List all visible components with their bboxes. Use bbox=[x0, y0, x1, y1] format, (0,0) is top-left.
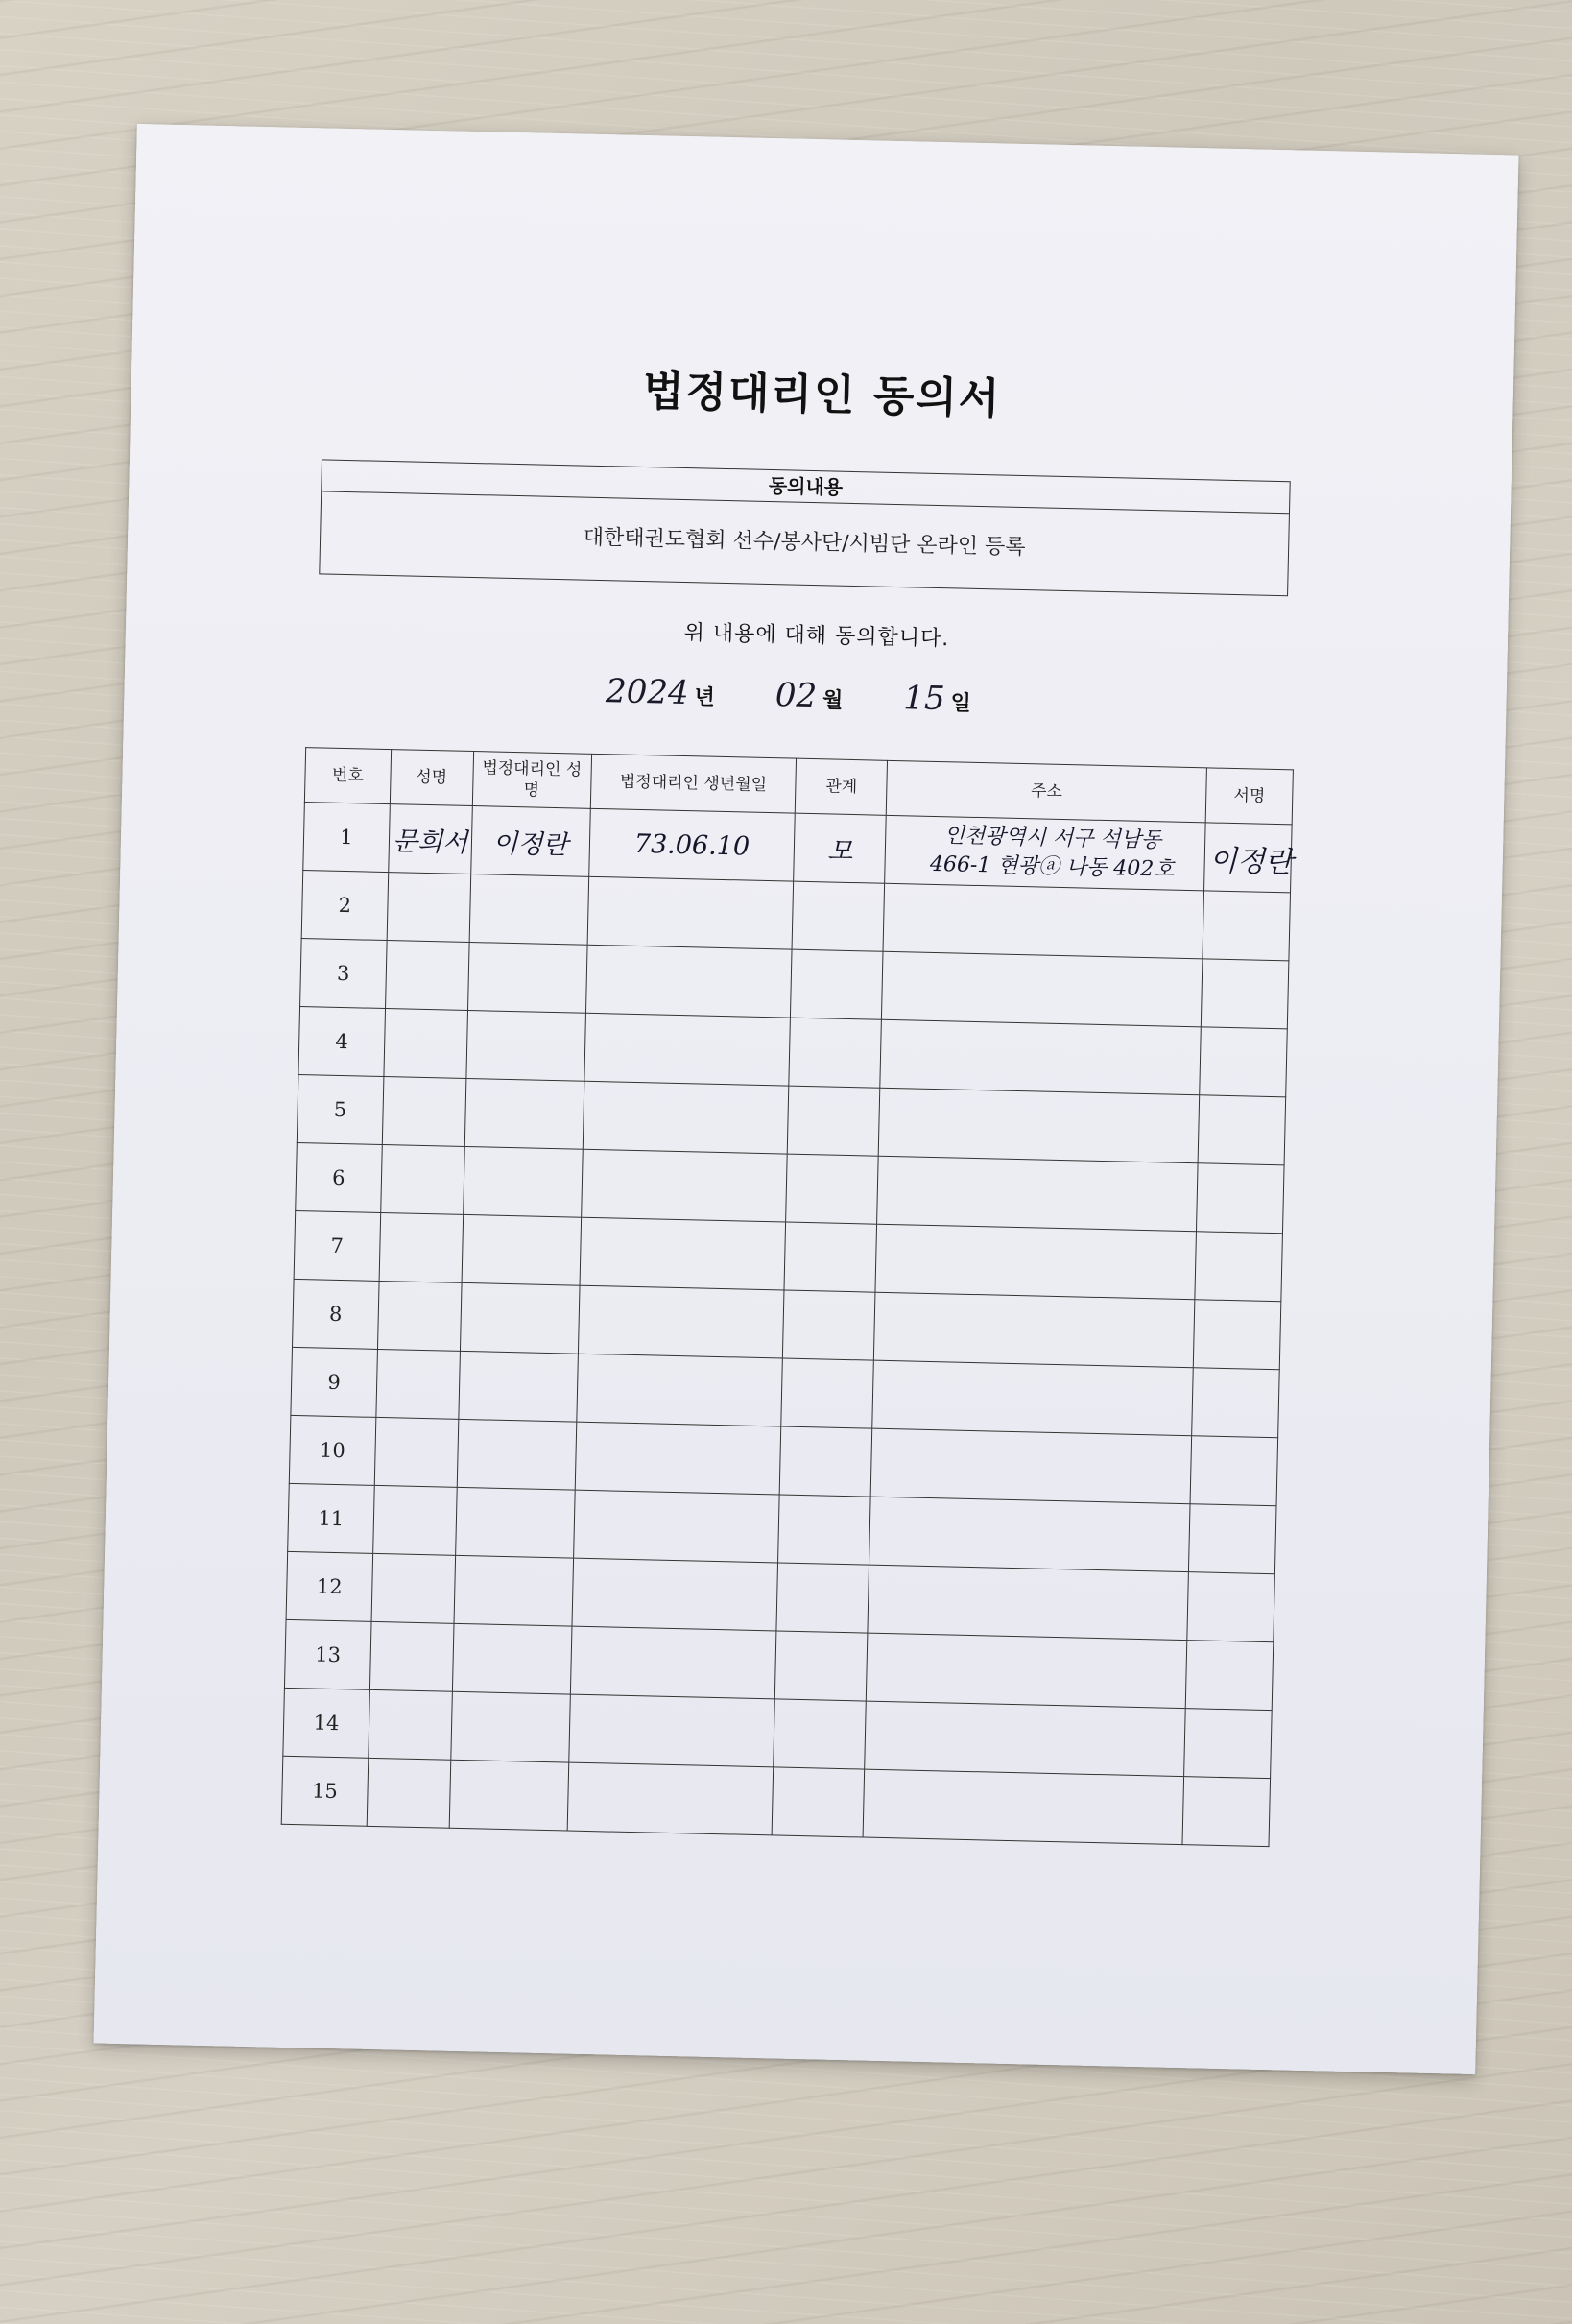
address-line1 bbox=[883, 1667, 1185, 1674]
cell-name bbox=[382, 1077, 465, 1147]
date-year-unit: 년 bbox=[694, 685, 716, 710]
guardian-table bbox=[281, 747, 1294, 1847]
cell-guardian-name bbox=[469, 874, 589, 946]
cell-guardian-birth bbox=[575, 1422, 781, 1495]
cell-number: 11 bbox=[288, 1483, 374, 1553]
cell-signature bbox=[1198, 1095, 1285, 1165]
header-guardian-birth: 법정대리인 생년월일 bbox=[590, 754, 797, 813]
cell-name bbox=[371, 1553, 455, 1623]
cell-signature bbox=[1187, 1572, 1274, 1642]
guardian-name-text: 이정란 bbox=[492, 828, 568, 860]
cell-address bbox=[870, 1428, 1191, 1504]
cell-signature bbox=[1189, 1504, 1276, 1574]
address-line1: 인천광역시 서구 석남동 bbox=[943, 824, 1162, 853]
date-year: 2024 bbox=[605, 672, 690, 713]
address-line1 bbox=[886, 1531, 1188, 1538]
cell-address bbox=[883, 883, 1203, 959]
cell-signature bbox=[1190, 1436, 1277, 1506]
header-address: 주소 bbox=[886, 760, 1206, 823]
address-line1 bbox=[884, 1599, 1186, 1606]
address-line2 bbox=[896, 1054, 1199, 1061]
address-line1 bbox=[896, 1054, 1199, 1061]
cell-relation bbox=[783, 1290, 875, 1360]
address-line2 bbox=[886, 1531, 1188, 1538]
header-signature: 서명 bbox=[1205, 768, 1293, 825]
cell-number: 1 bbox=[303, 803, 390, 873]
cell-number: 14 bbox=[283, 1688, 369, 1758]
address-line2 bbox=[880, 1804, 1182, 1810]
cell-address bbox=[882, 951, 1203, 1027]
cell-guardian-birth bbox=[587, 876, 794, 949]
date-month: 02 bbox=[774, 676, 818, 716]
guardian-birth-text: 73.06.10 bbox=[633, 828, 750, 862]
cell-address bbox=[878, 1088, 1199, 1163]
cell-guardian-name bbox=[458, 1351, 578, 1422]
cell-relation bbox=[786, 1154, 878, 1224]
cell-guardian-birth bbox=[581, 1149, 787, 1222]
cell-signature bbox=[1185, 1641, 1273, 1711]
cell-signature bbox=[1204, 823, 1292, 893]
cell-number: 15 bbox=[281, 1756, 368, 1826]
cell-guardian-birth bbox=[580, 1217, 786, 1290]
cell-guardian-birth bbox=[573, 1490, 779, 1563]
cell-guardian-name bbox=[450, 1691, 570, 1762]
cell-name bbox=[367, 1758, 450, 1828]
cell-guardian-name bbox=[467, 942, 587, 1013]
cell-number: 3 bbox=[300, 939, 387, 1009]
cell-relation bbox=[789, 1018, 881, 1088]
cell-guardian-name bbox=[460, 1282, 580, 1354]
header-relation: 관계 bbox=[796, 758, 888, 815]
cell-guardian-birth bbox=[567, 1762, 774, 1835]
address-line2 bbox=[893, 1258, 1195, 1265]
address-line1 bbox=[888, 1463, 1190, 1470]
consent-header: 동의내용 bbox=[322, 460, 1289, 514]
cell-signature bbox=[1201, 959, 1288, 1029]
cell-number: 10 bbox=[289, 1415, 375, 1485]
cell-relation bbox=[778, 1495, 870, 1565]
cell-signature bbox=[1203, 891, 1290, 961]
address-line1 bbox=[881, 1736, 1183, 1742]
address-line1 bbox=[880, 1804, 1182, 1810]
cell-number: 8 bbox=[292, 1279, 378, 1349]
cell-relation bbox=[794, 813, 886, 883]
address-line1 bbox=[893, 1258, 1195, 1265]
cell-relation bbox=[791, 949, 883, 1019]
cell-guardian-birth bbox=[576, 1354, 782, 1426]
cell-guardian-name bbox=[455, 1487, 575, 1558]
cell-guardian-birth bbox=[584, 1013, 790, 1086]
cell-address bbox=[877, 1156, 1198, 1232]
cell-relation bbox=[792, 881, 884, 951]
header-name: 성명 bbox=[390, 750, 473, 806]
cell-address bbox=[885, 815, 1205, 891]
cell-address bbox=[874, 1292, 1195, 1368]
address-line2 bbox=[888, 1463, 1190, 1470]
cell-relation bbox=[775, 1631, 868, 1701]
cell-name bbox=[385, 941, 468, 1011]
address-line2 bbox=[891, 1327, 1193, 1333]
date-day-unit: 일 bbox=[950, 691, 972, 716]
cell-name bbox=[387, 873, 470, 943]
address-line1 bbox=[895, 1122, 1198, 1129]
cell-address bbox=[865, 1701, 1185, 1777]
cell-name bbox=[377, 1281, 461, 1351]
cell-name bbox=[384, 1009, 467, 1079]
cell-signature bbox=[1195, 1232, 1282, 1302]
cell-guardian-birth bbox=[570, 1626, 776, 1699]
address-line2 bbox=[889, 1395, 1191, 1402]
cell-name bbox=[380, 1144, 464, 1214]
signature-text: 이정란 bbox=[1208, 844, 1294, 880]
cell-name bbox=[376, 1349, 460, 1419]
cell-signature bbox=[1197, 1163, 1284, 1234]
address-line2 bbox=[881, 1736, 1183, 1742]
cell-number: 2 bbox=[301, 871, 388, 941]
date-month-unit: 월 bbox=[822, 688, 844, 713]
header-number: 번호 bbox=[304, 748, 391, 804]
date-day: 15 bbox=[902, 679, 946, 719]
cell-relation bbox=[781, 1358, 873, 1428]
cell-name bbox=[372, 1485, 456, 1555]
address-line2 bbox=[898, 986, 1201, 993]
form-title: 법정대리인 동의서 bbox=[642, 366, 1002, 424]
consent-content-box bbox=[319, 459, 1290, 596]
cell-signature bbox=[1182, 1777, 1270, 1847]
cell-guardian-name bbox=[457, 1419, 577, 1490]
cell-guardian-birth bbox=[578, 1285, 784, 1358]
address-line2 bbox=[900, 918, 1203, 924]
cell-relation bbox=[776, 1563, 869, 1633]
cell-number: 4 bbox=[298, 1007, 385, 1077]
cell-guardian-birth bbox=[588, 808, 795, 881]
cell-name bbox=[369, 1689, 452, 1760]
cell-guardian-birth bbox=[572, 1558, 778, 1631]
cell-signature bbox=[1192, 1368, 1279, 1438]
address-line2 bbox=[895, 1122, 1198, 1129]
address-line1 bbox=[889, 1395, 1191, 1402]
cell-relation bbox=[780, 1426, 872, 1497]
cell-guardian-name bbox=[454, 1555, 574, 1626]
cell-address bbox=[867, 1633, 1187, 1709]
cell-number: 9 bbox=[291, 1347, 377, 1417]
cell-address bbox=[875, 1224, 1196, 1300]
cell-address bbox=[869, 1497, 1190, 1572]
consent-form-paper bbox=[93, 124, 1518, 2074]
cell-guardian-birth bbox=[585, 945, 792, 1018]
address-line2: 466-1 현광ⓐ 나동 402호 bbox=[929, 851, 1175, 882]
cell-guardian-name bbox=[462, 1214, 582, 1285]
cell-guardian-name bbox=[465, 1010, 585, 1081]
date-line bbox=[124, 661, 1507, 731]
cell-signature bbox=[1184, 1709, 1272, 1779]
header-guardian-name: 법정대리인 성명 bbox=[472, 752, 591, 809]
cell-name bbox=[369, 1621, 453, 1691]
cell-guardian-birth bbox=[583, 1081, 789, 1154]
cell-guardian-name bbox=[463, 1146, 583, 1217]
cell-address bbox=[880, 1019, 1201, 1095]
cell-relation bbox=[784, 1222, 876, 1292]
cell-number: 6 bbox=[296, 1142, 382, 1212]
cell-number: 12 bbox=[286, 1551, 372, 1621]
cell-guardian-name bbox=[464, 1078, 584, 1149]
cell-address bbox=[868, 1565, 1188, 1641]
name-text: 문희서 bbox=[392, 826, 468, 858]
address-line1 bbox=[898, 986, 1201, 993]
address-line2 bbox=[884, 1599, 1186, 1606]
cell-number: 13 bbox=[284, 1619, 370, 1689]
cell-number: 7 bbox=[294, 1210, 380, 1281]
cell-name bbox=[374, 1417, 458, 1487]
cell-address bbox=[872, 1360, 1193, 1436]
cell-number: 5 bbox=[297, 1074, 383, 1144]
cell-address bbox=[863, 1769, 1183, 1845]
cell-name bbox=[379, 1212, 463, 1282]
cell-signature bbox=[1193, 1300, 1280, 1370]
cell-guardian-name bbox=[452, 1623, 572, 1694]
cell-name bbox=[389, 804, 472, 874]
address-line1 bbox=[900, 918, 1203, 924]
cell-signature bbox=[1200, 1027, 1287, 1097]
address-line1 bbox=[893, 1190, 1196, 1197]
address-line2 bbox=[893, 1190, 1196, 1197]
consent-text: 대한태권도협회 선수/봉사단/시범단 온라인 등록 bbox=[583, 525, 1026, 561]
cell-guardian-birth bbox=[568, 1694, 774, 1767]
address-line1 bbox=[891, 1327, 1193, 1333]
cell-relation bbox=[788, 1086, 880, 1156]
address-line2 bbox=[883, 1667, 1185, 1674]
cell-relation bbox=[774, 1699, 866, 1769]
cell-guardian-name bbox=[470, 806, 590, 877]
cell-guardian-name bbox=[449, 1760, 569, 1831]
agree-statement: 위 내용에 대해 동의합니다. bbox=[683, 620, 950, 652]
cell-relation bbox=[773, 1767, 865, 1837]
relation-text: 모 bbox=[826, 835, 853, 867]
